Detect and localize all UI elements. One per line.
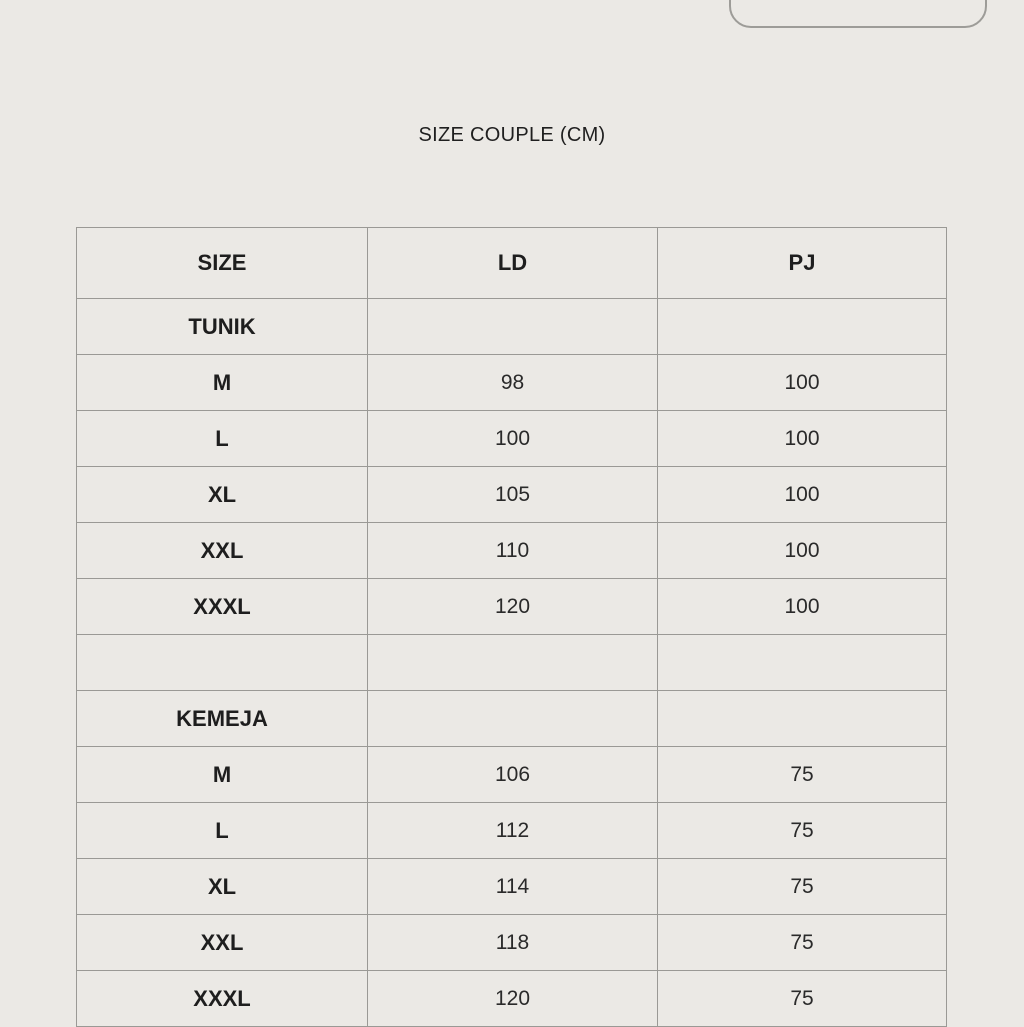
pj-cell: 75 [658,747,947,803]
table-row [77,411,947,467]
header-ld: LD [368,228,658,299]
page-title: SIZE COUPLE (CM) [418,124,606,146]
table-row [77,971,947,1027]
section-row [77,299,947,355]
section-label: TUNIK [77,299,368,355]
empty-cell [658,635,947,691]
size-cell: XXXL [77,579,368,635]
size-cell: M [77,747,368,803]
empty-cell [658,299,947,355]
ld-cell: 114 [368,859,658,915]
ld-cell: 106 [368,747,658,803]
size-cell: XL [77,467,368,523]
table-row [77,803,947,859]
ld-cell: 110 [368,523,658,579]
pj-cell: 75 [658,803,947,859]
ld-cell: 118 [368,915,658,971]
size-cell: XXXL [77,971,368,1027]
header-pj: PJ [658,228,947,299]
table-row [77,523,947,579]
size-cell: XL [77,859,368,915]
pj-cell: 100 [658,523,947,579]
pj-cell: 100 [658,467,947,523]
table-row [77,467,947,523]
ld-cell: 98 [368,355,658,411]
empty-cell [77,635,368,691]
empty-cell [368,691,658,747]
size-cell: L [77,411,368,467]
empty-cell [658,691,947,747]
table-row [77,859,947,915]
section-row [77,691,947,747]
table-row [77,355,947,411]
size-cell: M [77,355,368,411]
size-cell: L [77,803,368,859]
blank-row [77,635,947,691]
top-tab-outline [729,0,987,28]
empty-cell [368,299,658,355]
empty-cell [368,635,658,691]
ld-cell: 120 [368,579,658,635]
ld-cell: 105 [368,467,658,523]
table-row [77,579,947,635]
table-row [77,915,947,971]
pj-cell: 100 [658,355,947,411]
pj-cell: 75 [658,971,947,1027]
pj-cell: 75 [658,915,947,971]
ld-cell: 120 [368,971,658,1027]
size-table [76,227,947,1027]
table-header-row [77,228,947,299]
pj-cell: 100 [658,411,947,467]
size-cell: XXL [77,523,368,579]
table-row [77,747,947,803]
pj-cell: 75 [658,859,947,915]
pj-cell: 100 [658,579,947,635]
size-cell: XXL [77,915,368,971]
ld-cell: 112 [368,803,658,859]
ld-cell: 100 [368,411,658,467]
header-size: SIZE [77,228,368,299]
section-label: KEMEJA [77,691,368,747]
